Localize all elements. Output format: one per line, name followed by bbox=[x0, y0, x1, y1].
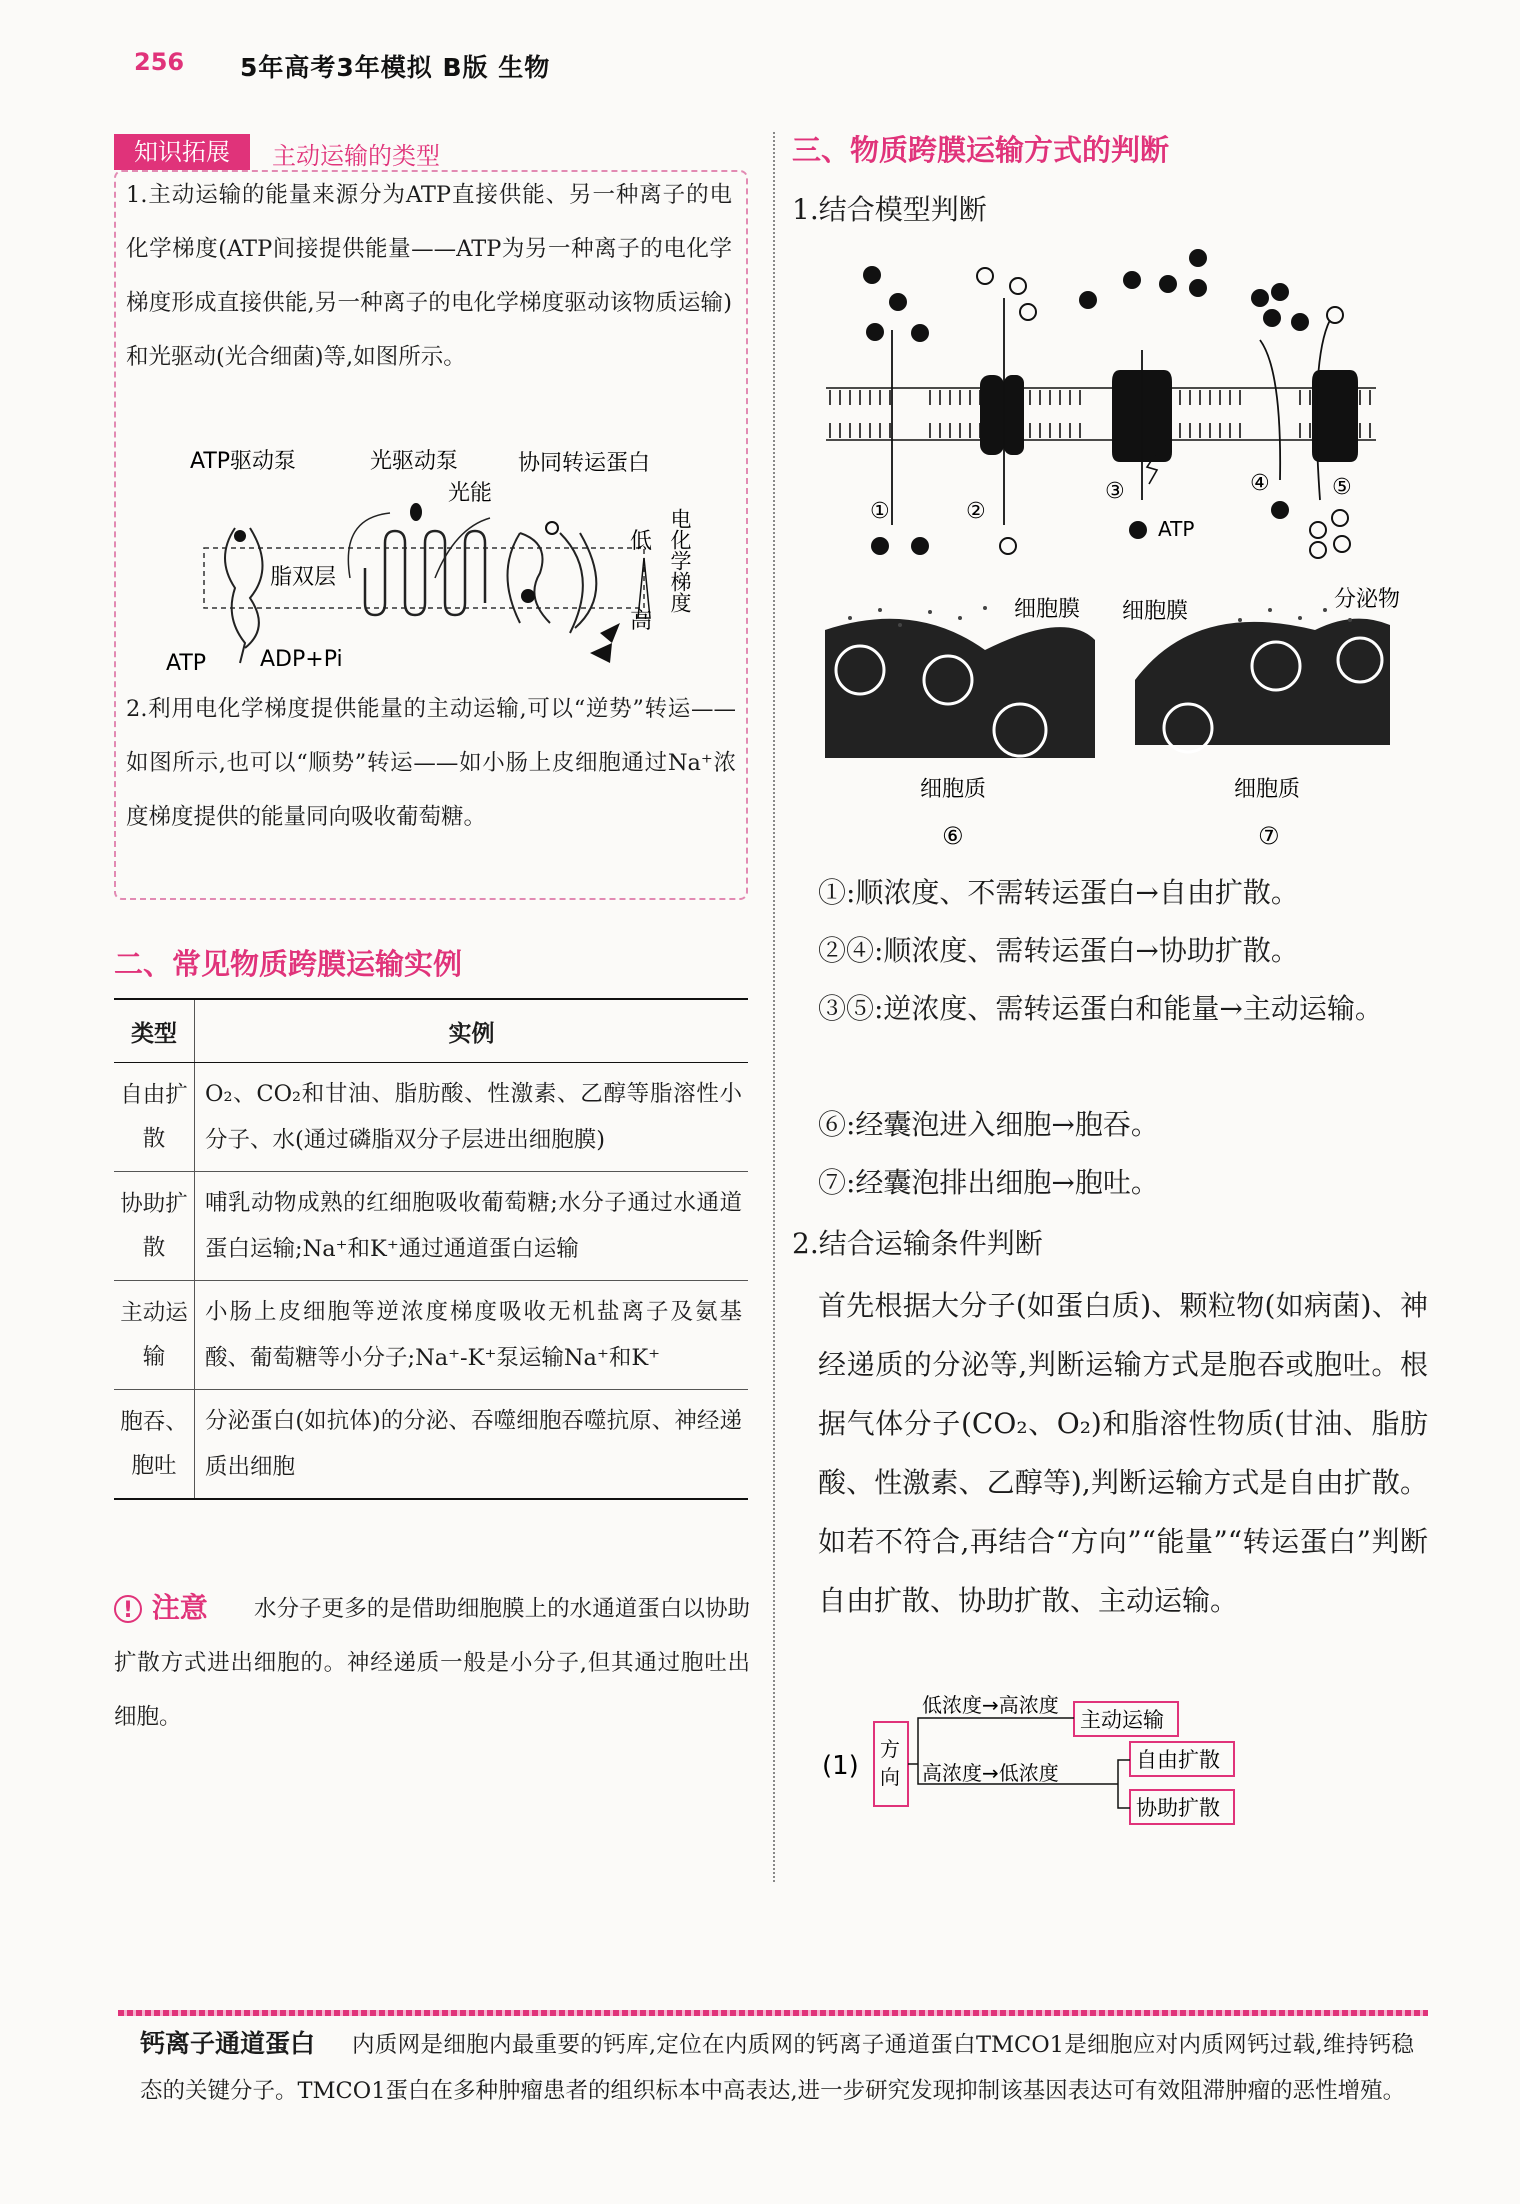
table-header-row bbox=[114, 999, 748, 1063]
table-cell-type: 自由扩散 bbox=[114, 1063, 195, 1172]
figure-label-membrane-1: 细胞膜 bbox=[1014, 597, 1081, 622]
figure-label-gradient: 电化学梯度 bbox=[668, 508, 692, 613]
table-cell-example: 哺乳动物成熟的红细胞吸收葡萄糖;水分子通过水通道蛋白运输;Na⁺和K⁺通过通道蛋白运输 bbox=[195, 1172, 749, 1281]
figure-label-5: ⑤ bbox=[1332, 475, 1352, 500]
flow-number: (1) bbox=[822, 1751, 859, 1781]
light-pump-shape bbox=[365, 531, 485, 615]
flow-active-label: 主动运输 bbox=[1080, 1708, 1164, 1732]
alert-icon: ! bbox=[114, 1595, 142, 1623]
flow-down-label: 高浓度→低浓度 bbox=[922, 1761, 1059, 1785]
note-text: 水分子更多的是借助细胞膜上的水通道蛋白以协助扩散方式进出细胞的。神经递质一般是小分子,但其通过胞吐出细胞。 bbox=[114, 1596, 750, 1730]
ion-dot bbox=[521, 589, 535, 603]
figure-label-bilayer: 脂双层 bbox=[270, 565, 337, 590]
channel-protein bbox=[980, 375, 1004, 455]
figure-label-high: 高 bbox=[630, 609, 653, 634]
figure-label-membrane-2: 细胞膜 bbox=[1122, 599, 1189, 624]
flow-root-box bbox=[874, 1722, 908, 1806]
figure-label-7: ⑦ bbox=[1258, 822, 1280, 850]
table-row bbox=[114, 1172, 748, 1281]
carrier-protein bbox=[1312, 370, 1358, 462]
figure-label-secretion: 分泌物 bbox=[1334, 587, 1401, 612]
table-cell-type: 主动运输 bbox=[114, 1281, 195, 1390]
arrowhead bbox=[590, 643, 612, 663]
table-row bbox=[114, 1281, 748, 1390]
arrow-path bbox=[435, 518, 490, 578]
figure-label-6: ⑥ bbox=[942, 822, 964, 850]
knowledge-paragraph-1: 1.主动运输的能量来源分为ATP直接供能、另一种离子的电化学梯度(ATP间接提供能量——ATP为另一种离子的电化学梯度形成直接供能,另一种离子的电化学梯度驱动该物质运输)和光驱动(光合细菌)等,如图所示。 bbox=[126, 182, 732, 370]
section-2-title: 二、常见物质跨膜运输实例 bbox=[114, 947, 463, 981]
knowledge-paragraph-2: 2.利用电化学梯度提供能量的主动运输,可以“逆势”转运——如图所示,也可以“顺势”转运——如小肠上皮细胞通过Na⁺浓度梯度提供的能量同向吸收葡萄糖。 bbox=[126, 696, 736, 830]
figure-label-1: ① bbox=[870, 499, 890, 524]
endocytosis-cell bbox=[825, 619, 1095, 758]
note-label-text: 注意 bbox=[151, 1591, 208, 1624]
active-transport-figure bbox=[166, 438, 710, 678]
flow-root-char-2: 向 bbox=[880, 1765, 900, 1789]
knowledge-tag: 知识拓展 bbox=[114, 134, 250, 170]
figure-label-4: ④ bbox=[1250, 471, 1270, 496]
judgement-line-2: ②④:顺浓度、需转运蛋白→协助扩散。 bbox=[818, 934, 1299, 967]
subsection-condition-title: 2.结合运输条件判断 bbox=[792, 1227, 1043, 1260]
judgement-line-1: ①:顺浓度、不需转运蛋白→自由扩散。 bbox=[818, 876, 1299, 909]
table-header-example: 实例 bbox=[195, 999, 749, 1063]
book-title: 5年高考3年模拟 B版 生物 bbox=[240, 53, 551, 82]
judgement-line-3: ③⑤:逆浓度、需转运蛋白和能量→主动运输。 bbox=[818, 992, 1383, 1025]
note-label bbox=[114, 1586, 208, 1626]
flow-free-label: 自由扩散 bbox=[1136, 1748, 1220, 1772]
section-3-title: 三、物质跨膜运输方式的判断 bbox=[792, 133, 1170, 167]
page-number: 256 bbox=[134, 48, 185, 76]
figure-label-adp: ADP+Pi bbox=[260, 647, 343, 672]
figure-label-atp: ATP bbox=[166, 651, 207, 676]
arrowhead bbox=[600, 623, 620, 643]
table-cell-type: 协助扩散 bbox=[114, 1172, 195, 1281]
figure-label-3: ③ bbox=[1105, 479, 1125, 504]
footer-divider bbox=[118, 2010, 1428, 2016]
figure-label-2: ② bbox=[966, 499, 986, 524]
membrane-bilayer bbox=[826, 388, 1376, 440]
figure-label-cytoplasm-1: 细胞质 bbox=[920, 777, 987, 802]
table-row bbox=[114, 1063, 748, 1172]
flow-facilitated-label: 协助扩散 bbox=[1136, 1796, 1220, 1820]
ion-dot bbox=[410, 503, 422, 521]
table-cell-example: 小肠上皮细胞等逆浓度梯度吸收无机盐离子及氨基酸、葡萄糖等小分子;Na⁺-K⁺泵运输Na⁺和K⁺ bbox=[195, 1281, 749, 1390]
flow-root-char-1: 方 bbox=[880, 1737, 900, 1761]
column-divider bbox=[773, 132, 775, 1882]
judgement-line-5: ⑦:经囊泡排出细胞→胞吐。 bbox=[818, 1166, 1159, 1199]
knowledge-title: 主动运输的类型 bbox=[272, 142, 440, 170]
figure-label-cytoplasm-2: 细胞质 bbox=[1234, 777, 1301, 802]
footer-label: 钙离子通道蛋白 bbox=[140, 2029, 316, 2058]
figure-label-atp: ATP bbox=[1158, 517, 1195, 541]
table-cell-example: O₂、CO₂和甘油、脂肪酸、性激素、乙醇等脂溶性小分子、水(通过磷脂双分子层进出细胞膜) bbox=[195, 1063, 749, 1172]
table-cell-type: 胞吞、胞吐 bbox=[114, 1390, 195, 1500]
table-cell-example: 分泌蛋白(如抗体)的分泌、吞噬细胞吞噬抗原、神经递质出细胞 bbox=[195, 1390, 749, 1500]
footer-text: 内质网是细胞内最重要的钙库,定位在内质网的钙离子通道蛋白TMCO1是细胞应对内质网钙过载,维持钙稳态的关键分子。TMCO1蛋白在多种肿瘤患者的组织标本中高表达,进一步研究发现抑制该基因表达可有效阻滞肿瘤的恶性增殖。 bbox=[140, 2032, 1414, 2104]
channel-protein bbox=[1004, 375, 1024, 455]
figure-label-low: 低 bbox=[630, 529, 653, 554]
figure-label-atp-pump: ATP驱动泵 bbox=[190, 449, 297, 474]
figure-label-light: 光能 bbox=[448, 481, 493, 506]
judgement-line-4: ⑥:经囊泡进入细胞→胞吞。 bbox=[818, 1108, 1159, 1141]
ion-dot bbox=[234, 530, 246, 542]
table-header-type: 类型 bbox=[114, 999, 195, 1063]
direction-flowchart bbox=[818, 1686, 1258, 1836]
figure-label-cotransport: 协同转运蛋白 bbox=[518, 451, 651, 476]
flow-up-label: 低浓度→高浓度 bbox=[922, 1693, 1059, 1717]
condition-paragraph: 首先根据大分子(如蛋白质)、颗粒物(如病菌)、神经递质的分泌等,判断运输方式是胞吞或胞吐。根据气体分子(CO₂、O₂)和脂溶性物质(甘油、脂肪酸、性激素、乙醇等),判断运输方式是自由扩散。如若不符合,再结合“方向”“能量”“转运蛋白”判断自由扩散、协助扩散、主动运输。 bbox=[818, 1289, 1428, 1617]
table-row bbox=[114, 1390, 748, 1500]
ion-circle bbox=[546, 522, 558, 534]
figure-label-light-pump: 光驱动泵 bbox=[370, 449, 459, 474]
membrane-transport-figure bbox=[820, 240, 1400, 860]
transport-examples-table bbox=[114, 998, 748, 1500]
subsection-model-title: 1.结合模型判断 bbox=[792, 193, 987, 226]
